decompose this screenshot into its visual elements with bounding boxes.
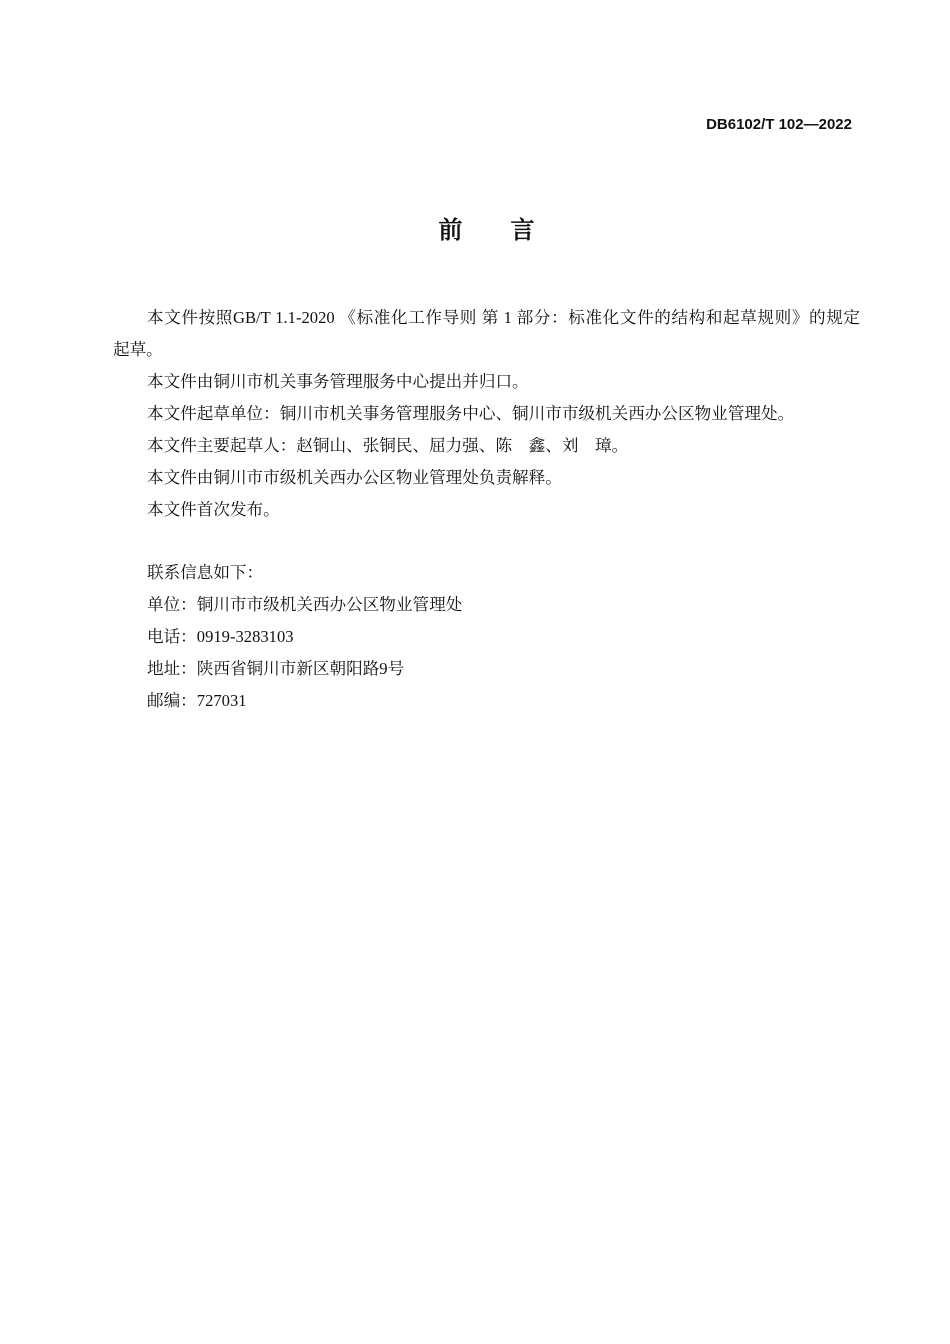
foreword-paragraph-6: 本文件首次发布。 xyxy=(147,500,280,519)
contact-address-value: 陕西省铜川市新区朝阳路9号 xyxy=(196,659,405,678)
foreword-paragraph-3: 本文件起草单位：铜川市机关事务管理服务中心、铜川市市级机关西办公区物业管理处。 xyxy=(147,404,795,423)
contact-postcode xyxy=(113,685,860,717)
foreword-paragraph-1-line-1: 本文件按照GB/T 1.1-2020 《标准化工作导则 第 1 部分：标准化文件的结构和起草规则》的规定 xyxy=(147,308,860,327)
foreword-body xyxy=(113,302,860,717)
blank-line xyxy=(113,526,860,557)
contact-phone xyxy=(113,621,860,653)
foreword-paragraph-4: 本文件主要起草人：赵铜山、张铜民、屈力强、陈 鑫、刘 璋。 xyxy=(147,436,629,455)
foreword-paragraph-5: 本文件由铜川市市级机关西办公区物业管理处负责解释。 xyxy=(147,468,562,487)
contact-postcode-label: 邮编： xyxy=(147,691,197,710)
contact-phone-value: 0919-3283103 xyxy=(196,627,294,646)
contact-postcode-value: 727031 xyxy=(196,691,247,710)
contact-unit-value: 铜川市市级机关西办公区物业管理处 xyxy=(196,595,463,614)
foreword-paragraph-2: 本文件由铜川市机关事务管理服务中心提出并归口。 xyxy=(147,372,529,391)
contact-address-label: 地址： xyxy=(147,659,197,678)
contact-unit xyxy=(113,589,860,621)
contact-heading: 联系信息如下： xyxy=(147,563,264,582)
contact-phone-label: 电话： xyxy=(147,627,197,646)
foreword-title: 前 言 xyxy=(438,216,535,244)
contact-address xyxy=(113,653,860,685)
document-code: DB6102/T 102—2022 xyxy=(706,116,852,133)
foreword-paragraph-1-line-2: 起草。 xyxy=(113,340,163,359)
contact-unit-label: 单位： xyxy=(147,595,197,614)
